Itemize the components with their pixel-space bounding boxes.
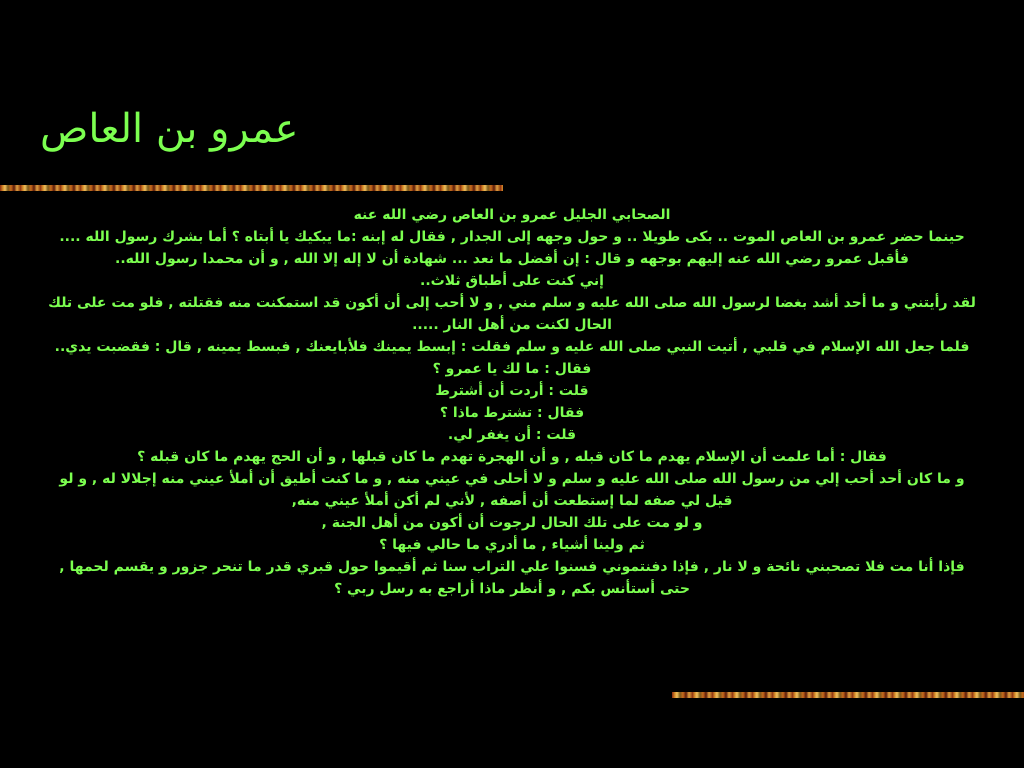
body-line: فقال : ما لك يا عمرو ؟ [432, 361, 592, 377]
body-line: فقال : أما علمت أن الإسلام يهدم ما كان قبله , و أن الهجرة تهدم ما كان قبلها , و أن الحج يهدم ما كان قبله ؟ [137, 449, 887, 465]
body-line: و ما كان أحد أحب إلي من رسول الله صلى الله عليه و سلم و لا أحلى في عيني منه , و ما كنت أطيق أن أملأ عيني منه إجلالا له , و لو [59, 471, 965, 487]
decorative-band-top [0, 185, 503, 191]
body-line: قلت : أردت أن أشترط [435, 383, 589, 399]
body-line: ثم ولينا أشياء , ما أدري ما حالي فيها ؟ [379, 537, 645, 553]
body-line: فإذا أنا مت فلا تصحبني نائحة و لا نار , فإذا دفنتموني فسنوا علي التراب سنا ثم أقيموا حول قبري قدر ما تنحر جزور و يقسم لحمها , [59, 559, 965, 575]
body-line: قلت : أن يغفر لي. [447, 427, 577, 443]
body-line: فأقبل عمرو رضي الله عنه إليهم بوجهه و قال : إن أفضل ما نعد ... شهادة أن لا إله إلا الله , و أن محمدا رسول الله.. [115, 251, 909, 267]
slide-body [20, 204, 1004, 600]
body-line: حتى أستأنس بكم , و أنظر ماذا أراجع به رسل ربي ؟ [334, 581, 690, 597]
decorative-band-bottom [672, 692, 1024, 698]
body-line: الصحابي الجليل عمرو بن العاص رضي الله عنه [353, 207, 671, 223]
body-line: إني كنت على أطباق ثلاث.. [420, 273, 604, 289]
body-line: فقال : تشترط ماذا ؟ [439, 405, 585, 421]
slide-title: عمرو بن العاص [40, 106, 299, 152]
body-line: و لو مت على تلك الحال لرجوت أن أكون من أهل الجنة , [321, 515, 703, 531]
body-line: حينما حضر عمرو بن العاص الموت .. بكى طويلا .. و حول وجهه إلى الجدار , فقال له إبنه :ما يبكيك يا أبتاه ؟ أما بشرك رسول الله .... [59, 229, 965, 245]
body-line: قيل لي صفه لما إستطعت أن أصفه , لأني لم أكن أملأ عيني منه, [291, 493, 733, 509]
body-line: فلما جعل الله الإسلام في قلبي , أتيت النبي صلى الله عليه و سلم فقلت : إبسط يمينك فلأبايعنك , فبسط يمينه , قال : فقضبت يدي.. [54, 339, 970, 355]
body-line: لقد رأيتني و ما أحد أشد بغضا لرسول الله صلى الله عليه و سلم مني , و لا أحب إلى أن أكون قد استمكنت منه فقتلته , فلو مت على تلك [48, 295, 976, 311]
body-line: الحال لكنت من أهل النار ..... [412, 317, 612, 333]
